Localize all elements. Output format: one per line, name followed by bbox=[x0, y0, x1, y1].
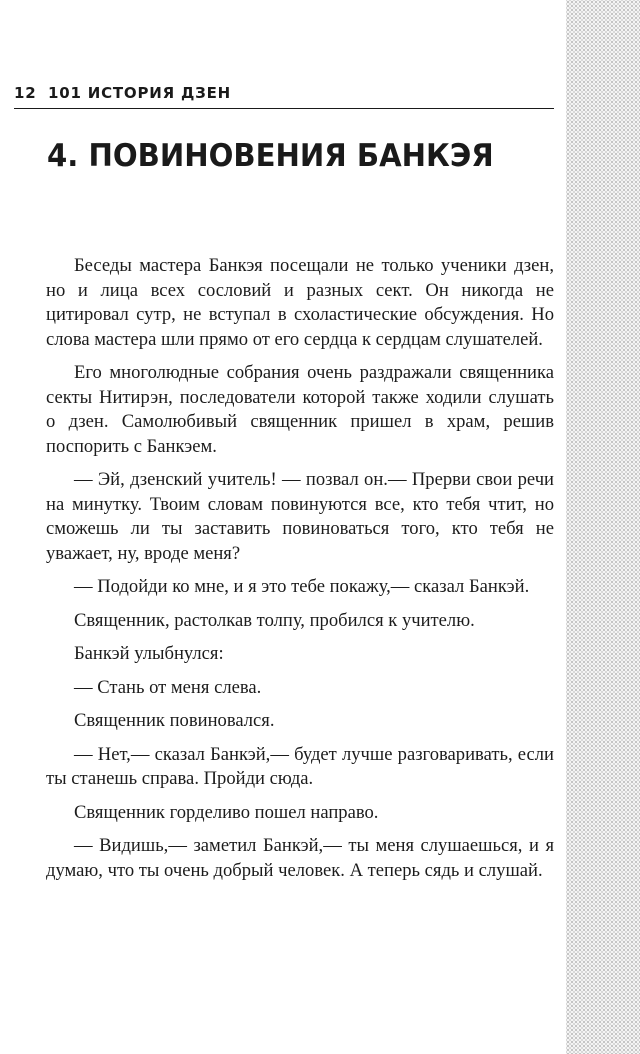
page-number: 12 bbox=[14, 84, 37, 102]
paragraph: Банкэй улыбнулся: bbox=[74, 643, 224, 664]
paragraph: — Нет,— сказал Банкэй,— будет лучше разговаривать, если ты станешь справа. Пройди сюда. bbox=[46, 743, 554, 789]
page-edge-halftone bbox=[566, 0, 640, 1054]
paragraph: Беседы мастера Банкэя посещали не только ученики дзен, но и лица всех сословий и разных сект. Он никогда не цитировал сутр, не вступал в схоластические обсуждения. Но слова мастера шли прямо от его сердца к сердцам слушателей. bbox=[46, 255, 554, 350]
paragraph: — Видишь,— заметил Банкэй,— ты меня слушаешься, и я думаю, что ты очень добрый человек. А теперь сядь и слушай. bbox=[46, 835, 554, 881]
header-rule bbox=[14, 108, 554, 109]
running-head bbox=[14, 84, 554, 108]
paragraph: Священник, растолкав толпу, пробился к учителю. bbox=[74, 609, 475, 631]
chapter-body bbox=[46, 254, 554, 892]
paragraph: Священник горделиво пошел направо. bbox=[74, 801, 379, 823]
paragraph: — Эй, дзенский учитель! — позвал он.— Прерви свои речи на минутку. Твоим словам повинуются все, кто тебя чтит, но сможешь ли ты заставить повиноваться того, кто тебя не уважает, ну, вроде меня? bbox=[46, 469, 554, 564]
paragraph: — Подойди ко мне, и я это тебе покажу,— сказал Банкэй. bbox=[74, 576, 530, 597]
paragraph: Его многолюдные собрания очень раздражали священника секты Нитирэн, последователи которой также ходили слушать о дзен. Самолюбивый священник пришел в храм, решив поспорить с Банкэем. bbox=[46, 362, 554, 457]
chapter-title: 4. ПОВИНОВЕНИЯ БАНКЭЯ bbox=[47, 138, 494, 174]
paragraph: — Стань от меня слева. bbox=[74, 676, 262, 698]
paragraph: Священник повиновался. bbox=[74, 710, 275, 731]
book-title: 101 ИСТОРИЯ ДЗЕН bbox=[48, 84, 232, 102]
